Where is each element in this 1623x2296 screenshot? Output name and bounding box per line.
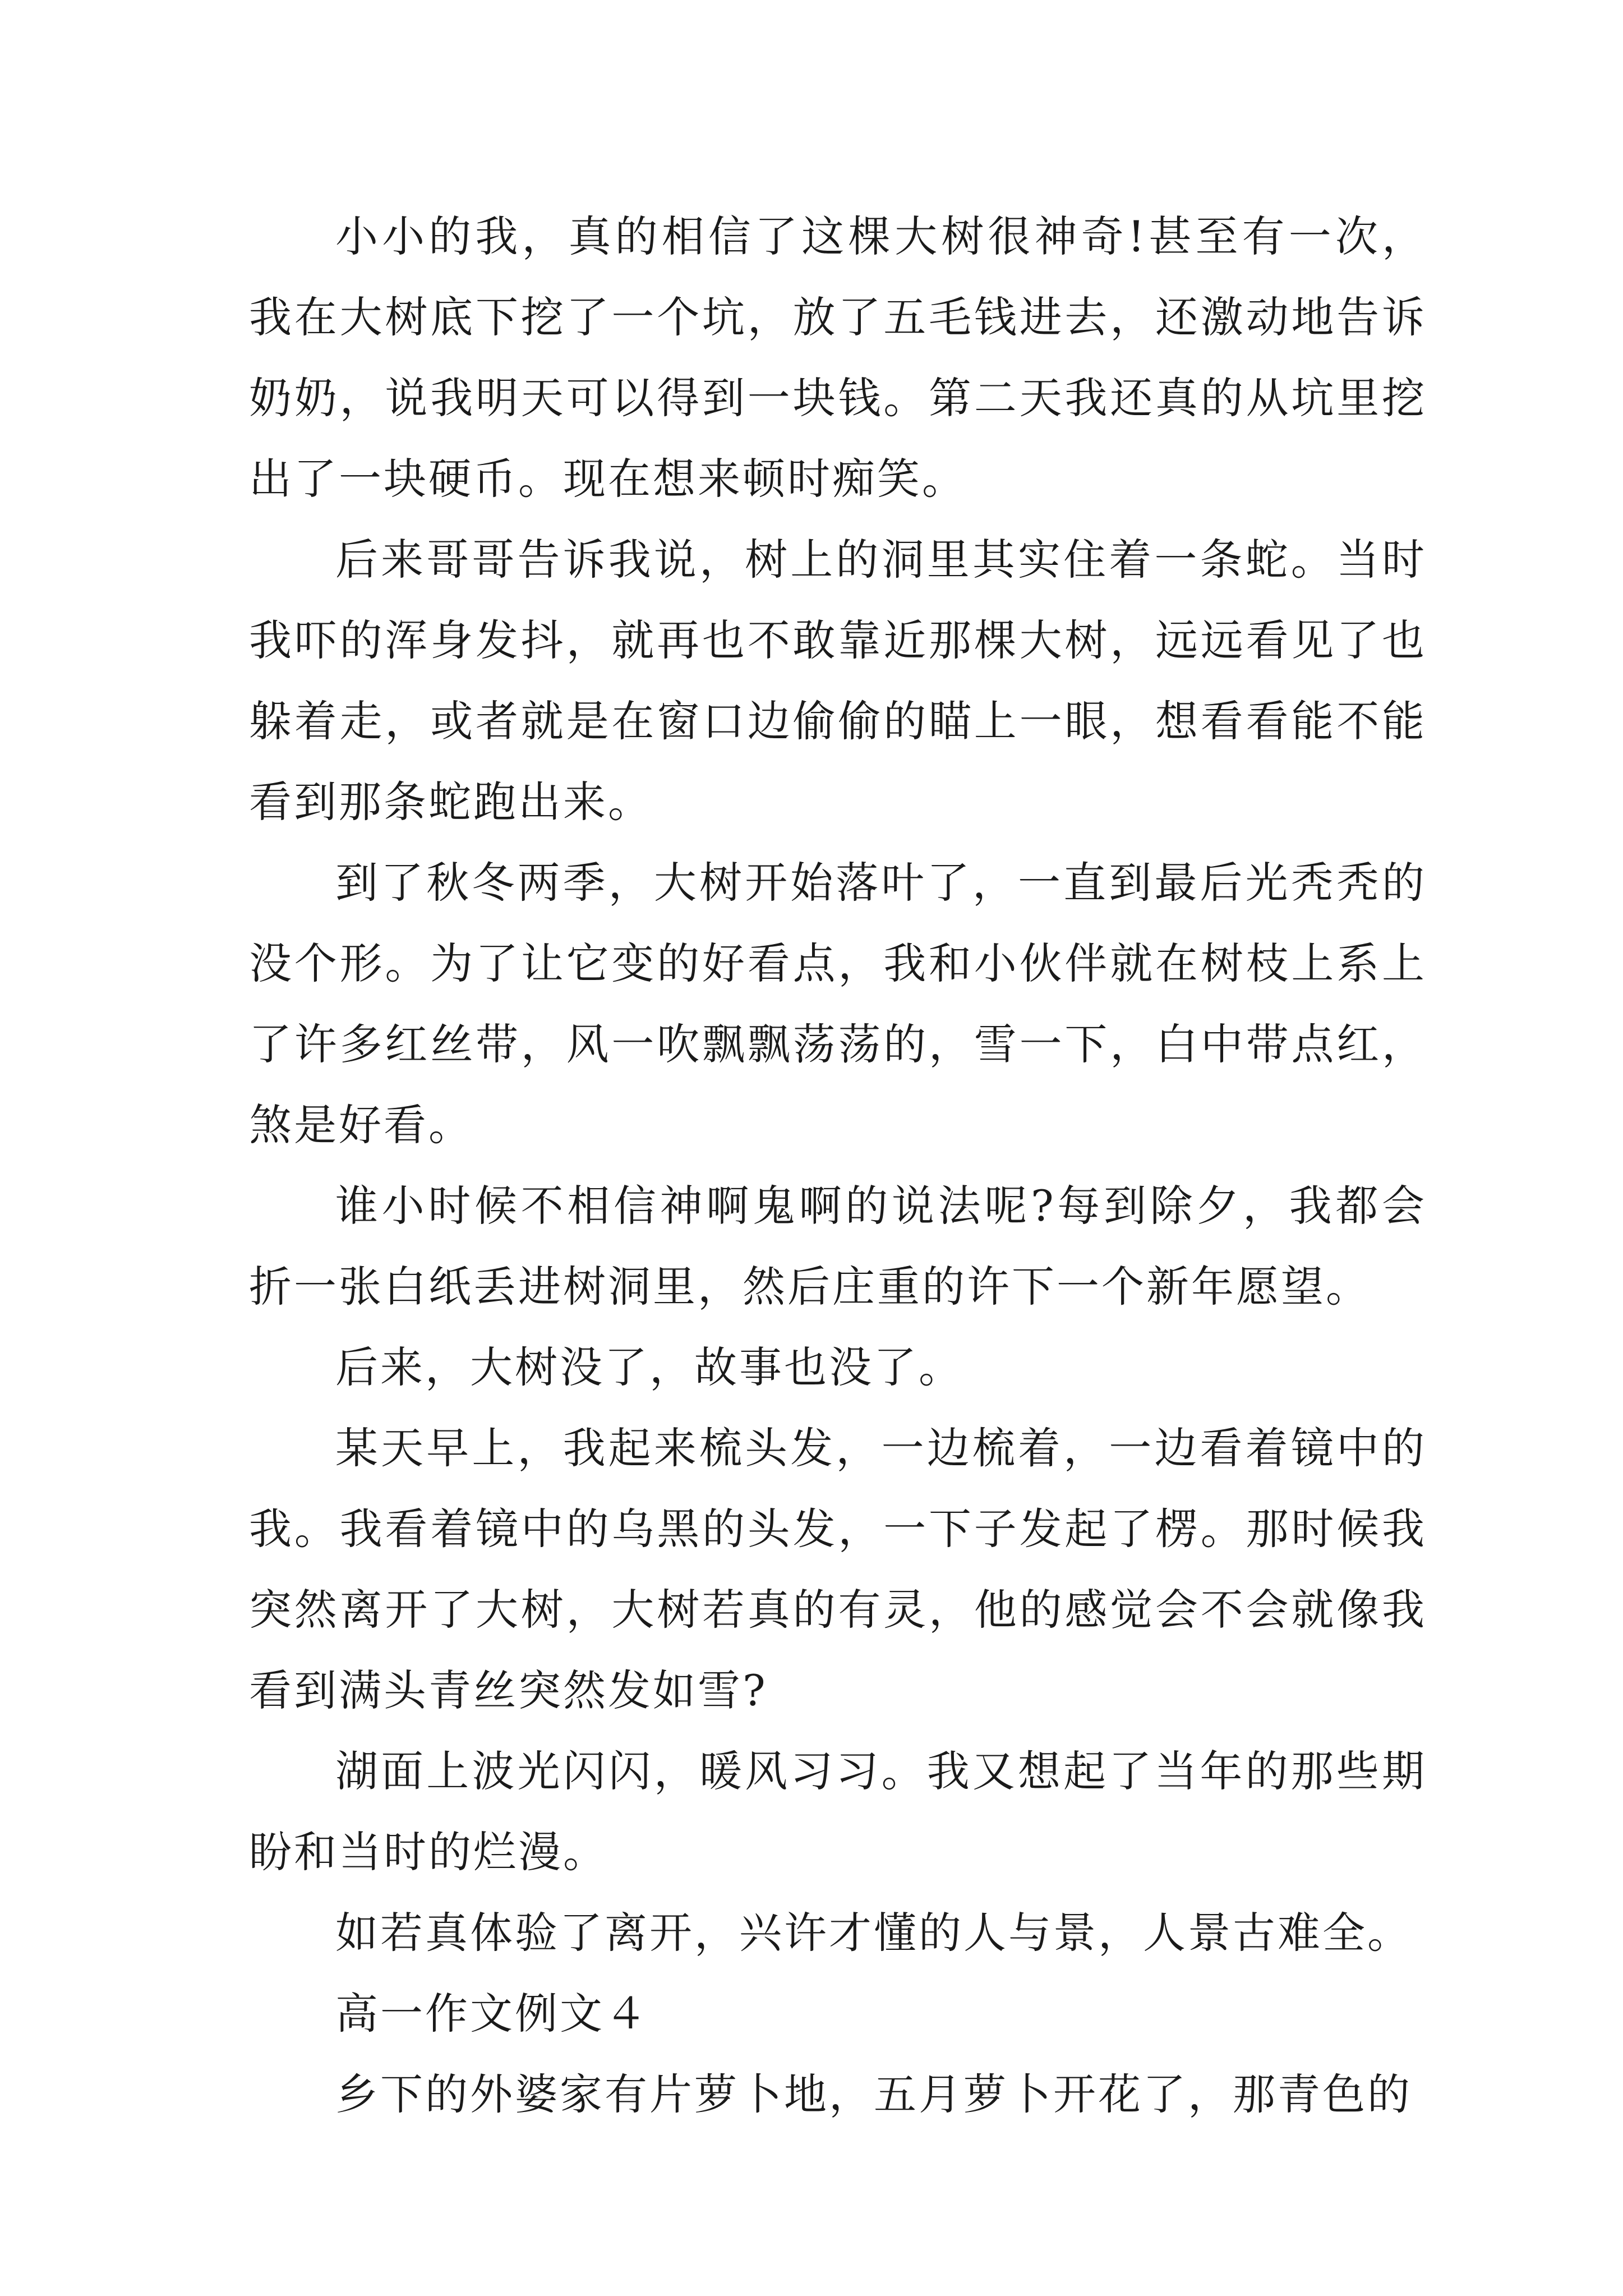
paragraph-1: 小小的我，真的相信了这棵大树很神奇!甚至有一次，我在大树底下挖了一个坑，放了五毛钱进去，还激动地告诉奶奶，说我明天可以得到一块钱。第二天我还真的从坑里挖出了一块硬币。现在想来顿时痴笑。 <box>249 211 1427 504</box>
paragraph-3: 到了秋冬两季，大树开始落叶了，一直到最后光秃秃的没个形。为了让它变的好看点，我和小伙伴就在树枝上系上了许多红丝带，风一吹飘飘荡荡的，雪一下，白中带点红，煞是好看。 <box>249 858 1427 1150</box>
paragraph-9: 乡下的外婆家有片萝卜地，五月萝卜开花了，那青色的 <box>335 2069 1412 2119</box>
paragraph-5: 后来，大树没了，故事也没了。 <box>335 1342 963 1392</box>
paragraph-2: 后来哥哥告诉我说，树上的洞里其实住着一条蛇。当时我吓的浑身发抖，就再也不敢靠近那棵大树，远远看见了也躲着走，或者就是在窗口边偷偷的瞄上一眼，想看看能不能看到那条蛇跑出来。 <box>249 535 1427 827</box>
paragraph-4: 谁小时候不相信神啊鬼啊的说法呢?每到除夕，我都会折一张白纸丢进树洞里，然后庄重的许下一个新年愿望。 <box>249 1181 1427 1312</box>
paragraph-7: 湖面上波光闪闪，暖风习习。我又想起了当年的那些期盼和当时的烂漫。 <box>249 1746 1427 1877</box>
section-heading: 高一作文例文４ <box>335 1989 649 2039</box>
paragraph-6: 某天早上，我起来梳头发，一边梳着，一边看着镜中的我。我看着镜中的乌黑的头发，一下子发起了楞。那时候我突然离开了大树，大树若真的有灵，他的感觉会不会就像我看到满头青丝突然发如雪? <box>249 1423 1427 1715</box>
document-body <box>249 196 1427 2135</box>
paragraph-8: 如若真体验了离开，兴许才懂的人与景，人景古难全。 <box>335 1908 1412 1958</box>
